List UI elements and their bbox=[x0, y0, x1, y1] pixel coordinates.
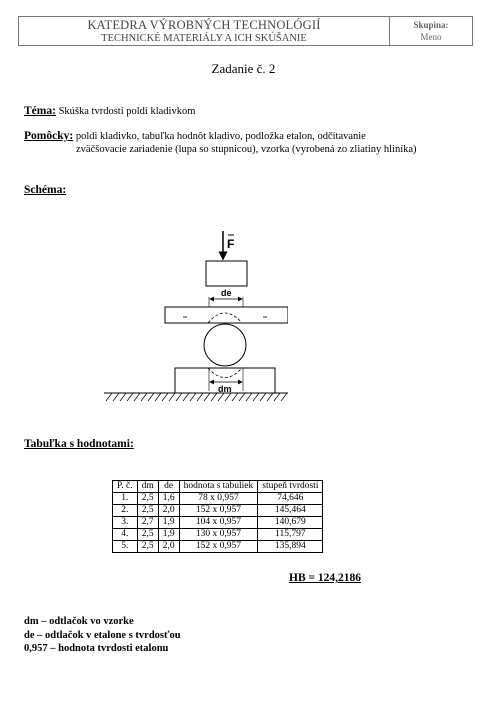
legend-dm: dm – odtlačok vo vzorke bbox=[24, 616, 134, 627]
cell: 74,646 bbox=[258, 493, 323, 505]
header-main bbox=[19, 17, 389, 45]
hb-result: HB = 124,2186 bbox=[289, 572, 362, 584]
cell: 1,6 bbox=[158, 493, 179, 505]
schema-diagram bbox=[98, 225, 288, 410]
table-row bbox=[113, 505, 323, 517]
etalon-bar bbox=[165, 307, 288, 323]
header-course: TECHNICKÉ MATERIÁLY A ICH SKÚŠANIE bbox=[101, 33, 307, 44]
cell: 104 x 0,957 bbox=[179, 517, 258, 529]
de-label: de bbox=[221, 288, 232, 298]
col-header: stupeň tvrdosti bbox=[258, 481, 323, 493]
topic-row bbox=[24, 105, 195, 117]
values-table bbox=[112, 480, 323, 553]
indenter-ball bbox=[204, 324, 246, 366]
legend bbox=[24, 615, 181, 656]
ground-hatch bbox=[106, 393, 287, 401]
topic-label: Téma: bbox=[24, 105, 56, 117]
tools-label: Pomôcky: bbox=[24, 130, 74, 142]
cell: 135,894 bbox=[258, 541, 323, 553]
legend-etalon: 0,957 – hodnota tvrdosti etalonu bbox=[24, 643, 169, 654]
cell: 145,464 bbox=[258, 505, 323, 517]
dm-label: dm bbox=[218, 384, 232, 394]
cell: 2,0 bbox=[158, 541, 179, 553]
cell: 5. bbox=[113, 541, 138, 553]
tools-line-2: zväčšovacie zariadenie (lupa so stupnicou), vzorka (vyrobená zo zliatiny hliníka) bbox=[76, 144, 417, 155]
schema-label: Schéma: bbox=[24, 184, 67, 196]
document-header bbox=[18, 16, 473, 46]
cell: 130 x 0,957 bbox=[179, 529, 258, 541]
table-header-row bbox=[113, 481, 323, 493]
header-group-box bbox=[389, 17, 472, 45]
table-row bbox=[113, 529, 323, 541]
tools-line-1: poldi kladivko, tabuľka hodnôt kladivo, podložka etalon, odčítavanie bbox=[75, 131, 366, 142]
topic-text: Skúška tvrdosti poldi kladivkom bbox=[58, 106, 196, 117]
header-department: KATEDRA VÝROBNÝCH TECHNOLÓGIÍ bbox=[87, 18, 321, 32]
cell: 2,5 bbox=[137, 493, 158, 505]
cell: 115,797 bbox=[258, 529, 323, 541]
table-label: Tabuľka s hodnotami: bbox=[24, 438, 134, 450]
col-header: dm bbox=[137, 481, 158, 493]
cell: 152 x 0,957 bbox=[179, 505, 258, 517]
assignment-title: Zadanie č. 2 bbox=[211, 61, 276, 76]
cell: 2,5 bbox=[137, 541, 158, 553]
cell: 1. bbox=[113, 493, 138, 505]
header-name-label: Meno bbox=[420, 32, 442, 42]
force-label: F bbox=[227, 237, 235, 251]
cell: 2,5 bbox=[137, 529, 158, 541]
col-header: de bbox=[158, 481, 179, 493]
cell: 2,0 bbox=[158, 505, 179, 517]
header-group-label: Skupina: bbox=[413, 20, 449, 30]
cell: 78 x 0,957 bbox=[179, 493, 258, 505]
cell: 1,9 bbox=[158, 529, 179, 541]
schema-row bbox=[24, 184, 66, 196]
cell: 2,5 bbox=[137, 505, 158, 517]
table-row-label bbox=[24, 438, 134, 450]
col-header: hodnota s tabuliek bbox=[179, 481, 258, 493]
cell: 152 x 0,957 bbox=[179, 541, 258, 553]
cell: 140,679 bbox=[258, 517, 323, 529]
table-row bbox=[113, 541, 323, 553]
cell: 2,7 bbox=[137, 517, 158, 529]
legend-de: de – odtlačok v etalone s tvrdosťou bbox=[24, 629, 181, 641]
cell: 3. bbox=[113, 517, 138, 529]
hammer-block bbox=[206, 261, 247, 286]
cell: 1,9 bbox=[158, 517, 179, 529]
cell: 2. bbox=[113, 505, 138, 517]
tools-row bbox=[24, 130, 417, 155]
table-row bbox=[113, 517, 323, 529]
col-header: P. č. bbox=[113, 481, 138, 493]
table-row bbox=[113, 493, 323, 505]
cell: 4. bbox=[113, 529, 138, 541]
